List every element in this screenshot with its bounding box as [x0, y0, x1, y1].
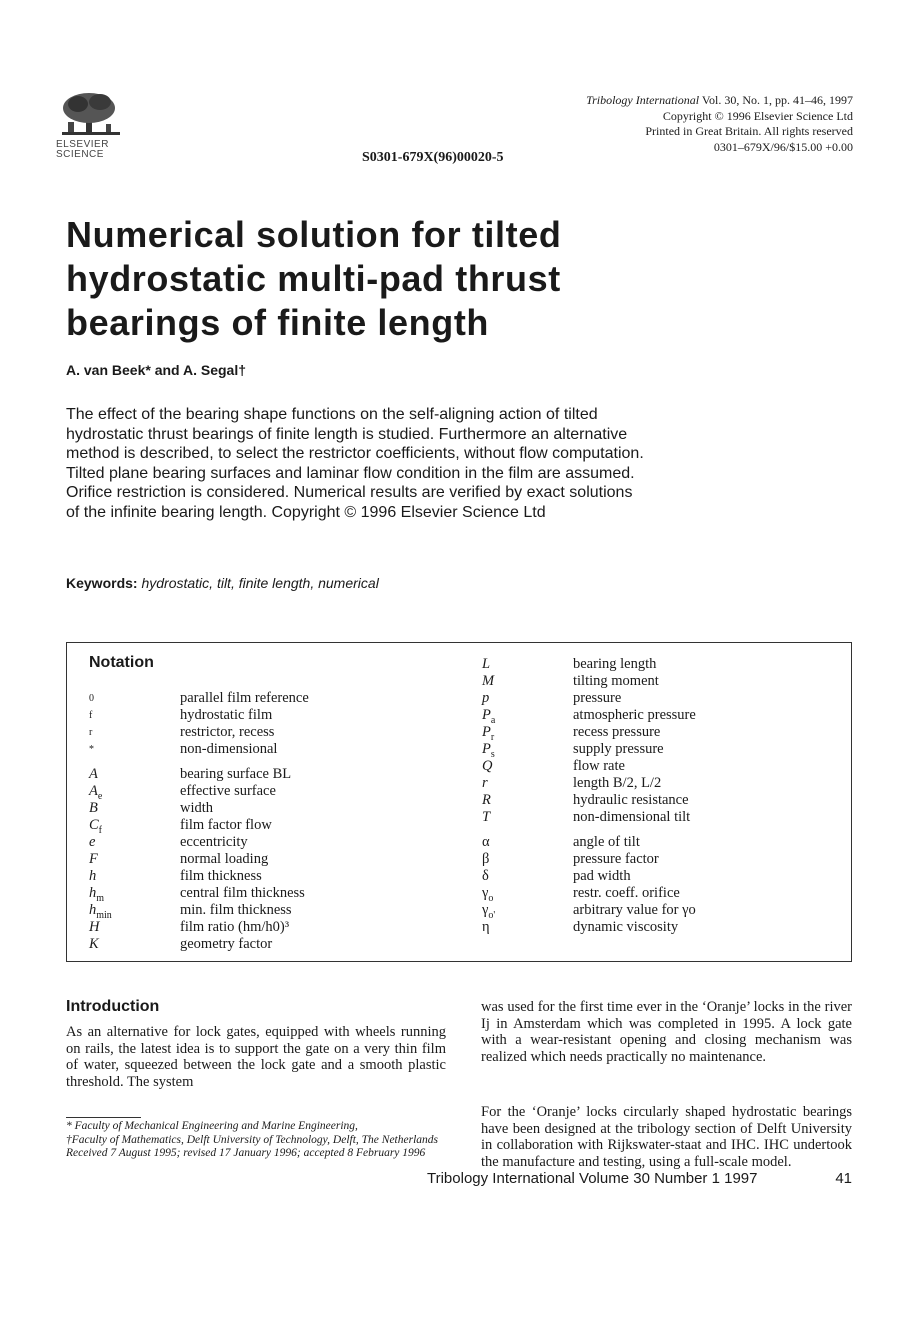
- keywords-label: Keywords:: [66, 575, 138, 591]
- article-title: Numerical solution for tilted hydrostatic multi-pad thrust bearings of finite length: [66, 214, 562, 343]
- notation-symbol-letter: A: [89, 766, 98, 782]
- notation-symbol-letter: F: [89, 851, 98, 867]
- journal-name: Tribology International: [586, 93, 700, 107]
- notation-subscript-symbol: r: [89, 727, 93, 738]
- notation-symbol: [89, 868, 169, 885]
- notation-symbol: [482, 775, 562, 792]
- notation-symbol: [89, 936, 169, 953]
- notation-symbol: [482, 724, 562, 741]
- notation-symbol: [482, 792, 562, 809]
- notation-symbol-letter: γ: [482, 885, 489, 901]
- paragraph-intro-3: For the ‘Oranje’ locks circularly shaped hydrostatic bearings have been designed at the tribology section of Delft University in collaboration with Rijkswater-staat and IHC. IHC undertook the manufacture and testing, using a full-scale model.: [481, 1104, 852, 1170]
- notation-symbol: [89, 783, 169, 800]
- notation-symbol: [89, 817, 169, 834]
- notation-definition: bearing length: [573, 656, 657, 672]
- notation-symbol: [482, 851, 562, 868]
- notation-symbol: [482, 707, 562, 724]
- notation-symbol-letter: β: [482, 851, 490, 867]
- keywords: [66, 575, 379, 591]
- page-number: 41: [835, 1170, 852, 1187]
- notation-definition: tilting moment: [573, 673, 659, 689]
- notation-symbol: [89, 902, 169, 919]
- notation-definition: effective surface: [180, 783, 276, 799]
- notation-definition: supply pressure: [573, 741, 664, 757]
- notation-definition: recess pressure: [573, 724, 661, 740]
- footer-journal: Tribology International Volume 30 Number 1 1997: [427, 1170, 758, 1187]
- notation-definition: geometry factor: [180, 936, 273, 952]
- publisher-logo-text: ELSEVIER SCIENCE: [56, 139, 109, 160]
- notation-symbol: [89, 885, 169, 902]
- notation-symbol-letter: P: [482, 741, 491, 757]
- notation-symbol: [482, 656, 562, 673]
- notation-symbol-letter: A: [89, 783, 98, 799]
- notation-symbol: [482, 741, 562, 758]
- notation-symbol: [482, 690, 562, 707]
- notation-definition: pressure: [573, 690, 622, 706]
- notation-symbol-letter: α: [482, 834, 490, 850]
- footnote-rule: [66, 1117, 141, 1118]
- notation-symbol-subscript: a: [490, 714, 496, 726]
- authors: A. van Beek* and A. Segal†: [66, 362, 246, 378]
- notation-symbol-letter: B: [89, 800, 98, 816]
- paragraph-intro-1: As an alternative for lock gates, equipped with wheels running on rails, the latest idea is to support the gate on a very thin film of water, squeezed between the lock gate and a smooth plastic threshold. The system: [66, 1024, 446, 1090]
- journal-volume: Vol. 30, No. 1, pp. 41–46, 1997: [699, 93, 853, 107]
- notation-definitions-right: [573, 656, 843, 936]
- notation-spacer: [482, 826, 562, 834]
- notation-symbol-letter: δ: [482, 868, 489, 884]
- notation-definitions-left: [180, 690, 450, 953]
- notation-symbol: [89, 766, 169, 783]
- notation-symbol-letter: P: [482, 707, 491, 723]
- notation-definition: normal loading: [180, 851, 269, 867]
- notation-definition: dynamic viscosity: [573, 919, 679, 935]
- notation-definition: eccentricity: [180, 834, 248, 850]
- notation-symbol-letter: C: [89, 817, 99, 833]
- notation-symbol-letter: L: [482, 656, 491, 672]
- notation-symbol-subscript: m: [96, 892, 105, 904]
- notation-symbol: [482, 868, 562, 885]
- footnote-affiliation-1: * Faculty of Mechanical Engineering and Marine Engineering,: [66, 1120, 358, 1132]
- footnote-received: Received 7 August 1995; revised 17 January 1996; accepted 8 February 1996: [66, 1147, 426, 1159]
- notation-definition: length B/2, L/2: [573, 775, 662, 791]
- notation-definition: hydraulic resistance: [573, 792, 689, 808]
- notation-definition: restr. coeff. orifice: [573, 885, 680, 901]
- notation-symbol: [482, 919, 562, 936]
- notation-subscript-symbol: *: [89, 744, 94, 755]
- notation-symbol-letter: p: [482, 690, 490, 706]
- notation-subscript-symbol: 0: [89, 693, 94, 704]
- notation-symbol-subscript: e: [97, 790, 103, 802]
- notation-spacer: [180, 758, 450, 766]
- notation-symbol: [482, 885, 562, 902]
- notation-symbol-letter: R: [482, 792, 491, 808]
- notation-symbol-letter: T: [482, 809, 491, 825]
- notation-symbol-letter: r: [482, 775, 488, 791]
- notation-symbol: [482, 673, 562, 690]
- footnotes: [66, 1120, 446, 1161]
- notation-definition: width: [180, 800, 214, 816]
- notation-symbol-letter: P: [482, 724, 491, 740]
- notation-symbol-letter: h: [89, 868, 97, 884]
- notation-definition: central film thickness: [180, 885, 305, 901]
- notation-symbol-subscript: r: [490, 731, 495, 743]
- notation-definition: flow rate: [573, 758, 625, 774]
- notation-symbol-letter: η: [482, 919, 490, 935]
- notation-symbol-subscript: min: [96, 909, 112, 921]
- notation-spacer: [89, 758, 169, 766]
- page-footer: [427, 1170, 852, 1187]
- notation-definition: parallel film reference: [180, 690, 309, 706]
- notation-symbol-subscript: s: [490, 748, 495, 760]
- paragraph-intro-2: was used for the first time ever in the ‘Oranje’ locks in the river Ij in Amsterdam which was completed in 1995. A lock gate with a wear-resistant opening and closing mechanism was realized which needs practically no maintenance.: [481, 999, 852, 1065]
- notation-symbol-letter: K: [89, 936, 99, 952]
- notation-symbol: [482, 834, 562, 851]
- notation-definition: non-dimensional: [180, 741, 278, 757]
- doi: S0301-679X(96)00020-5: [362, 150, 504, 165]
- notation-symbol: [89, 919, 169, 936]
- notation-symbols-right: [482, 656, 562, 936]
- notation-symbol-letter: H: [89, 919, 100, 935]
- notation-definition: arbitrary value for γo: [573, 902, 696, 918]
- notation-symbol-letter: h: [89, 885, 97, 901]
- notation-symbol-letter: e: [89, 834, 96, 850]
- notation-symbol: [89, 834, 169, 851]
- notation-definition: film ratio (hm/h0)³: [180, 919, 290, 935]
- notation-symbol-subscript: o: [488, 892, 494, 904]
- notation-symbol-letter: Q: [482, 758, 493, 774]
- notation-symbol: [482, 809, 562, 826]
- section-heading-introduction: Introduction: [66, 998, 160, 1015]
- notation-symbol-letter: γ: [482, 902, 489, 918]
- notation-spacer: [573, 826, 843, 834]
- notation-symbol: [482, 758, 562, 775]
- notation-heading: Notation: [89, 654, 154, 671]
- notation-symbol: [89, 800, 169, 817]
- notation-definition: film factor flow: [180, 817, 272, 833]
- notation-subscript-symbol: f: [89, 710, 93, 721]
- notation-symbol-letter: M: [482, 673, 495, 689]
- keywords-list: hydrostatic, tilt, finite length, numerical: [141, 575, 379, 591]
- notation-definition: min. film thickness: [180, 902, 292, 918]
- notation-definition: film thickness: [180, 868, 262, 884]
- footnote-affiliation-2: †Faculty of Mathematics, Delft University of Technology, Delft, The Netherlands: [66, 1133, 438, 1146]
- abstract: The effect of the bearing shape functions on the self-aligning action of tilted hydrostatic thrust bearings of finite length is studied. Furthermore an alternative method is described, to select the restrictor coefficients, without flow computation. Tilted plane bearing surfaces and laminar flow condition in the film are assumed. Orifice restriction is considered. Numerical results are verified by exact solutions of the infinite bearing length. Copyright © 1996 Elsevier Science Ltd: [66, 406, 644, 521]
- notation-definition: angle of tilt: [573, 834, 640, 850]
- notation-symbol-letter: h: [89, 902, 97, 918]
- notation-definition: bearing surface BL: [180, 766, 292, 782]
- notation-definition: restrictor, recess: [180, 724, 275, 740]
- printed-line: Printed in Great Britain. All rights reserved: [645, 124, 853, 139]
- price-line: 0301–679X/96/$15.00 +0.00: [713, 139, 853, 154]
- notation-symbols-left: [89, 690, 169, 953]
- notation-definition: pressure factor: [573, 851, 659, 867]
- copyright-line: Copyright © 1996 Elsevier Science Ltd: [662, 108, 853, 123]
- notation-definition: atmospheric pressure: [573, 707, 696, 723]
- notation-definition: hydrostatic film: [180, 707, 273, 723]
- notation-symbol: [482, 902, 562, 919]
- notation-definition: non-dimensional tilt: [573, 809, 691, 825]
- notation-symbol-subscript: o': [488, 909, 496, 921]
- notation-symbol-subscript: f: [98, 824, 103, 836]
- journal-info: [586, 93, 853, 155]
- notation-definition: pad width: [573, 868, 631, 884]
- notation-symbol: [89, 851, 169, 868]
